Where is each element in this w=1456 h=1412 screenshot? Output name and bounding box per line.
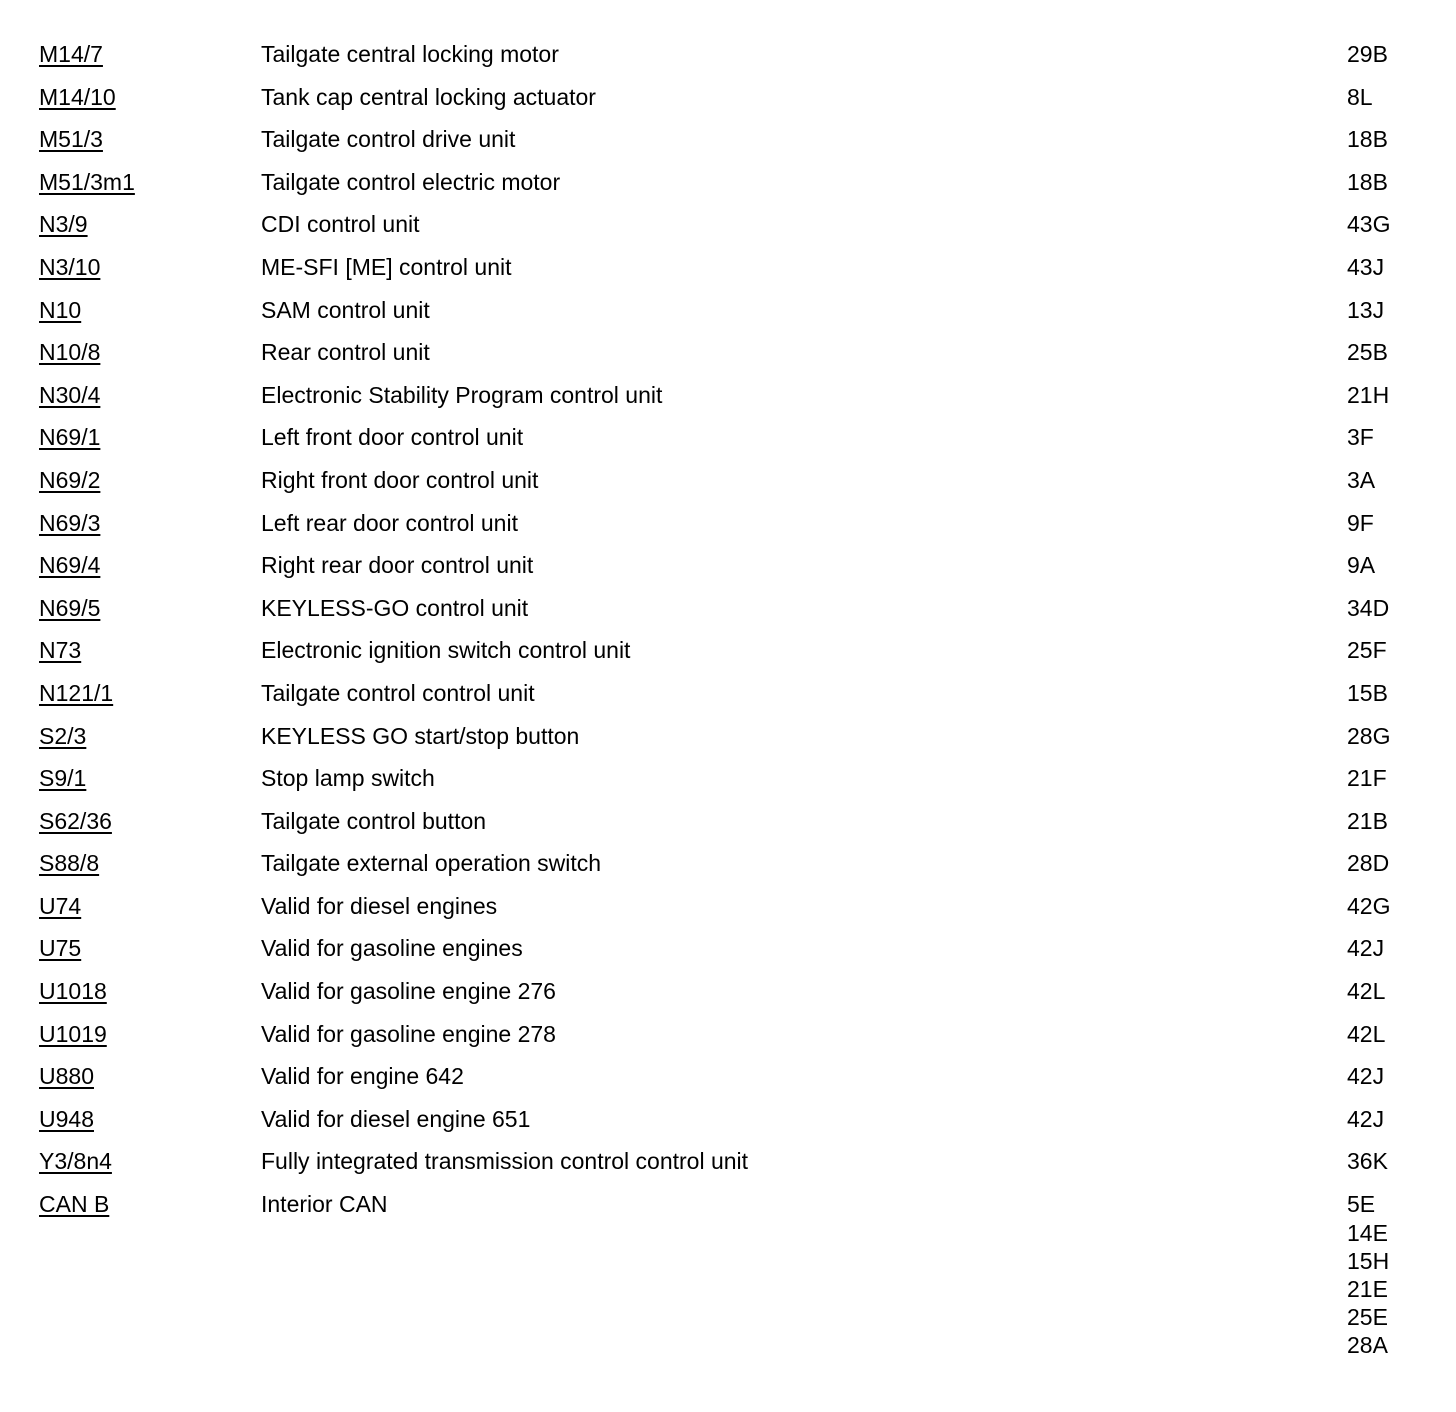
grid-reference: 36K bbox=[1347, 1148, 1388, 1175]
grid-reference: 21F bbox=[1347, 765, 1387, 792]
grid-references bbox=[1347, 76, 1373, 119]
legend-row bbox=[0, 1183, 1456, 1359]
component-description: Rear control unit bbox=[261, 339, 430, 366]
component-code-link[interactable]: N69/3 bbox=[39, 509, 101, 536]
grid-reference: 42L bbox=[1347, 1020, 1386, 1047]
component-code-link[interactable]: M14/10 bbox=[39, 83, 116, 110]
component-code-link[interactable]: S2/3 bbox=[39, 722, 87, 749]
legend-row bbox=[0, 544, 1456, 587]
legend-row bbox=[0, 842, 1456, 885]
grid-references bbox=[1347, 118, 1388, 161]
component-code-link[interactable]: U75 bbox=[39, 935, 82, 962]
grid-reference: 25F bbox=[1347, 637, 1387, 664]
component-code-link[interactable]: N121/1 bbox=[39, 679, 114, 706]
grid-reference: 28D bbox=[1347, 850, 1390, 877]
component-code-link[interactable]: N10/8 bbox=[39, 339, 101, 366]
grid-reference: 21H bbox=[1347, 381, 1390, 408]
grid-references bbox=[1347, 970, 1385, 1013]
legend-row bbox=[0, 203, 1456, 246]
grid-reference: 25B bbox=[1347, 339, 1388, 366]
grid-reference: 15B bbox=[1347, 679, 1388, 706]
grid-reference: 29B bbox=[1347, 41, 1388, 67]
component-code-link[interactable]: Y3/8n4 bbox=[39, 1148, 112, 1175]
legend-row bbox=[0, 374, 1456, 417]
component-code-link[interactable]: S88/8 bbox=[39, 850, 100, 877]
grid-references bbox=[1347, 33, 1388, 76]
grid-references bbox=[1347, 715, 1390, 758]
component-code-link[interactable]: N30/4 bbox=[39, 381, 101, 408]
component-code-link[interactable]: N69/5 bbox=[39, 594, 101, 621]
grid-references bbox=[1347, 842, 1389, 885]
component-description: Valid for diesel engine 651 bbox=[261, 1105, 531, 1132]
component-description: Valid for gasoline engine 276 bbox=[261, 978, 556, 1005]
legend-row bbox=[0, 76, 1456, 119]
grid-references bbox=[1347, 629, 1387, 672]
component-code-link[interactable]: CAN B bbox=[39, 1191, 110, 1218]
legend-row bbox=[0, 416, 1456, 459]
grid-references bbox=[1347, 374, 1389, 417]
component-description: KEYLESS-GO control unit bbox=[261, 594, 529, 621]
grid-reference: 43J bbox=[1347, 253, 1385, 280]
grid-reference: 42L bbox=[1347, 978, 1386, 1005]
grid-references bbox=[1347, 331, 1388, 374]
grid-references bbox=[1347, 161, 1388, 204]
component-code-link[interactable]: N73 bbox=[39, 637, 82, 664]
legend-row bbox=[0, 757, 1456, 800]
component-description: Left front door control unit bbox=[261, 424, 524, 451]
component-code-link[interactable]: M51/3 bbox=[39, 126, 103, 153]
grid-references bbox=[1347, 885, 1390, 928]
grid-references bbox=[1347, 502, 1374, 545]
component-code-link[interactable]: M51/3m1 bbox=[39, 168, 135, 195]
grid-reference: 14E bbox=[1347, 1220, 1388, 1247]
legend-row bbox=[0, 1055, 1456, 1098]
component-code-link[interactable]: N69/2 bbox=[39, 466, 101, 493]
legend-row bbox=[0, 927, 1456, 970]
component-description: Tailgate control electric motor bbox=[261, 168, 561, 195]
grid-references bbox=[1347, 757, 1387, 800]
component-description: Electronic ignition switch control unit bbox=[261, 637, 631, 664]
grid-references bbox=[1347, 544, 1375, 587]
component-description: SAM control unit bbox=[261, 296, 430, 323]
component-description: Right front door control unit bbox=[261, 466, 539, 493]
component-description: Left rear door control unit bbox=[261, 509, 518, 536]
legend-row bbox=[0, 587, 1456, 630]
component-code-link[interactable]: S9/1 bbox=[39, 765, 87, 792]
component-description: ME-SFI [ME] control unit bbox=[261, 253, 512, 280]
grid-reference: 18B bbox=[1347, 168, 1388, 195]
grid-references bbox=[1347, 672, 1388, 715]
legend-row bbox=[0, 459, 1456, 502]
legend-row bbox=[0, 629, 1456, 672]
component-description: Valid for engine 642 bbox=[261, 1063, 464, 1090]
legend-row bbox=[0, 161, 1456, 204]
component-description: CDI control unit bbox=[261, 211, 420, 238]
component-description: Electronic Stability Program control unit bbox=[261, 381, 663, 408]
component-description: Right rear door control unit bbox=[261, 552, 534, 579]
grid-reference: 42J bbox=[1347, 935, 1385, 962]
component-description: Tailgate central locking motor bbox=[261, 41, 559, 67]
grid-reference: 21B bbox=[1347, 807, 1388, 834]
grid-references bbox=[1347, 1098, 1384, 1141]
grid-reference: 42G bbox=[1347, 892, 1391, 919]
grid-reference: 5E bbox=[1347, 1191, 1376, 1218]
grid-reference: 9F bbox=[1347, 509, 1374, 536]
grid-reference: 9A bbox=[1347, 552, 1376, 579]
component-code-link[interactable]: N10 bbox=[39, 296, 82, 323]
component-code-link[interactable]: M14/7 bbox=[39, 41, 103, 67]
component-description: KEYLESS GO start/stop button bbox=[261, 722, 580, 749]
component-description: Valid for gasoline engines bbox=[261, 935, 523, 962]
grid-references bbox=[1347, 1055, 1384, 1098]
grid-reference: 42J bbox=[1347, 1063, 1385, 1090]
component-description: Tailgate control button bbox=[261, 807, 487, 834]
grid-reference: 18B bbox=[1347, 126, 1388, 153]
grid-reference: 42J bbox=[1347, 1105, 1385, 1132]
component-code-link[interactable]: S62/36 bbox=[39, 807, 112, 834]
grid-reference: 28G bbox=[1347, 722, 1391, 749]
legend-row bbox=[0, 33, 1456, 76]
grid-references bbox=[1347, 927, 1384, 970]
grid-reference: 25E bbox=[1347, 1304, 1388, 1331]
component-description: Tailgate control control unit bbox=[261, 679, 535, 706]
component-legend bbox=[0, 33, 1456, 1359]
component-code-link[interactable]: N3/9 bbox=[39, 211, 88, 238]
component-description: Tank cap central locking actuator bbox=[261, 83, 596, 110]
component-code-link[interactable]: U74 bbox=[39, 892, 82, 919]
component-description: Interior CAN bbox=[261, 1191, 388, 1218]
component-description: Fully integrated transmission control control unit bbox=[261, 1148, 749, 1175]
legend-row bbox=[0, 331, 1456, 374]
grid-reference: 8L bbox=[1347, 83, 1373, 110]
grid-references bbox=[1347, 459, 1375, 502]
component-code-link[interactable]: U1018 bbox=[39, 978, 107, 1005]
grid-reference: 3F bbox=[1347, 424, 1374, 451]
grid-reference: 28A bbox=[1347, 1332, 1388, 1359]
legend-row bbox=[0, 1140, 1456, 1183]
component-description: Stop lamp switch bbox=[261, 765, 435, 792]
legend-row bbox=[0, 118, 1456, 161]
grid-references bbox=[1347, 587, 1389, 630]
grid-reference: 3A bbox=[1347, 466, 1376, 493]
grid-references bbox=[1347, 289, 1384, 332]
legend-row bbox=[0, 1098, 1456, 1141]
grid-references bbox=[1347, 203, 1390, 246]
grid-references bbox=[1347, 246, 1384, 289]
component-description: Tailgate control drive unit bbox=[261, 126, 516, 153]
legend-row bbox=[0, 885, 1456, 928]
legend-row bbox=[0, 246, 1456, 289]
legend-row bbox=[0, 672, 1456, 715]
component-code-link[interactable]: U1019 bbox=[39, 1020, 107, 1047]
component-code-link[interactable]: U948 bbox=[39, 1105, 94, 1132]
grid-reference: 13J bbox=[1347, 296, 1385, 323]
legend-row bbox=[0, 970, 1456, 1013]
component-description: Valid for gasoline engine 278 bbox=[261, 1020, 556, 1047]
grid-references bbox=[1347, 800, 1388, 843]
grid-reference: 21E bbox=[1347, 1276, 1388, 1303]
component-code-link[interactable]: N3/10 bbox=[39, 253, 101, 280]
component-code-link[interactable]: N69/4 bbox=[39, 552, 101, 579]
component-code-link[interactable]: U880 bbox=[39, 1063, 94, 1090]
component-description: Tailgate external operation switch bbox=[261, 850, 602, 877]
grid-reference: 43G bbox=[1347, 211, 1391, 238]
legend-row bbox=[0, 502, 1456, 545]
grid-reference: 15H bbox=[1347, 1248, 1390, 1275]
grid-reference: 34D bbox=[1347, 594, 1390, 621]
grid-references bbox=[1347, 1140, 1388, 1183]
legend-row bbox=[0, 800, 1456, 843]
legend-row bbox=[0, 715, 1456, 758]
grid-references bbox=[1347, 1183, 1389, 1359]
legend-row bbox=[0, 1013, 1456, 1056]
grid-references bbox=[1347, 1013, 1385, 1056]
legend-row bbox=[0, 289, 1456, 332]
component-description: Valid for diesel engines bbox=[261, 892, 498, 919]
grid-references bbox=[1347, 416, 1374, 459]
component-code-link[interactable]: N69/1 bbox=[39, 424, 101, 451]
